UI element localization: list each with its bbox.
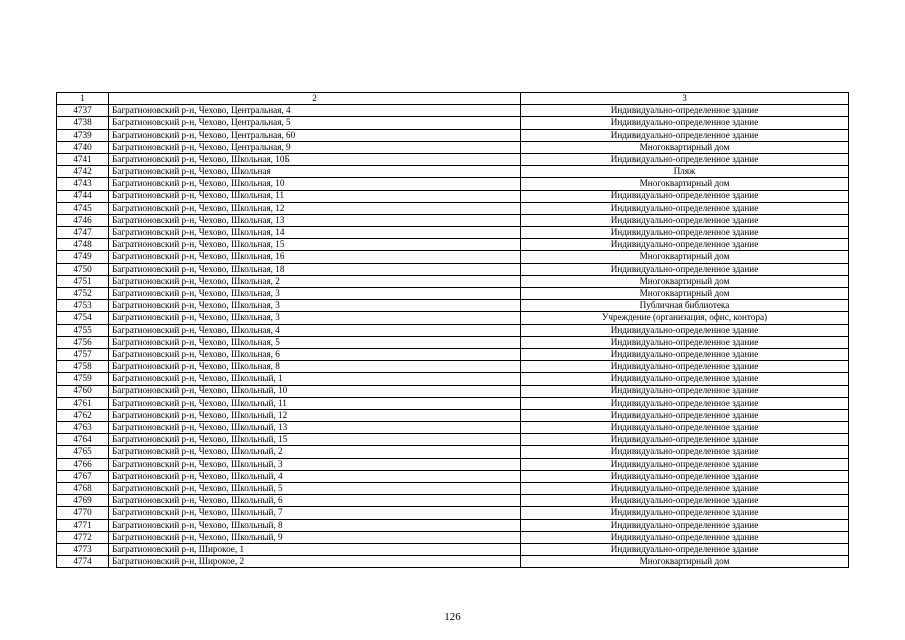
row-object-type: Индивидуально-определенное здание	[521, 153, 849, 165]
row-address: Багратионовский р-н, Широкое, 1	[109, 543, 521, 555]
column-header-address: 2	[109, 93, 521, 105]
row-address: Багратионовский р-н, Чехово, Школьный, 15	[109, 434, 521, 446]
row-object-type: Индивидуально-определенное здание	[521, 483, 849, 495]
row-number: 4746	[57, 214, 109, 226]
row-object-type: Индивидуально-определенное здание	[521, 543, 849, 555]
row-number: 4743	[57, 178, 109, 190]
row-number: 4754	[57, 312, 109, 324]
row-number: 4765	[57, 446, 109, 458]
row-number: 4766	[57, 458, 109, 470]
table-row	[57, 166, 849, 178]
row-object-type: Пляж	[521, 166, 849, 178]
row-address: Багратионовский р-н, Чехово, Школьная, 10	[109, 178, 521, 190]
row-number: 4758	[57, 361, 109, 373]
table-row	[57, 275, 849, 287]
row-address: Багратионовский р-н, Чехово, Центральная, 5	[109, 117, 521, 129]
row-number: 4757	[57, 348, 109, 360]
row-object-type: Индивидуально-определенное здание	[521, 397, 849, 409]
table-row	[57, 385, 849, 397]
row-number: 4739	[57, 129, 109, 141]
row-number: 4740	[57, 141, 109, 153]
row-address: Багратионовский р-н, Чехово, Школьный, 6	[109, 495, 521, 507]
row-number: 4750	[57, 263, 109, 275]
row-number: 4741	[57, 153, 109, 165]
table-header-row	[57, 93, 849, 105]
table-row	[57, 434, 849, 446]
row-object-type: Индивидуально-определенное здание	[521, 117, 849, 129]
row-object-type: Учреждение (организация, офис, контора)	[521, 312, 849, 324]
column-header-object-type: 3	[521, 93, 849, 105]
row-object-type: Индивидуально-определенное здание	[521, 105, 849, 117]
address-table	[56, 92, 849, 568]
row-object-type: Индивидуально-определенное здание	[521, 348, 849, 360]
table-row	[57, 227, 849, 239]
table-row	[57, 324, 849, 336]
row-number: 4760	[57, 385, 109, 397]
table-row	[57, 251, 849, 263]
row-object-type: Многоквартирный дом	[521, 275, 849, 287]
page-number: 126	[444, 611, 461, 623]
row-number: 4738	[57, 117, 109, 129]
row-address: Багратионовский р-н, Чехово, Школьная, 15	[109, 239, 521, 251]
table-row	[57, 336, 849, 348]
row-number: 4748	[57, 239, 109, 251]
row-number: 4774	[57, 556, 109, 568]
row-number: 4768	[57, 483, 109, 495]
row-object-type: Индивидуально-определенное здание	[521, 227, 849, 239]
row-number: 4767	[57, 470, 109, 482]
row-address: Багратионовский р-н, Чехово, Школьная, 3	[109, 288, 521, 300]
row-address: Багратионовский р-н, Чехово, Школьный, 11	[109, 397, 521, 409]
row-address: Багратионовский р-н, Чехово, Школьная, 14	[109, 227, 521, 239]
table-row	[57, 348, 849, 360]
table-row	[57, 288, 849, 300]
table-row	[57, 190, 849, 202]
row-address: Багратионовский р-н, Чехово, Школьный, 10	[109, 385, 521, 397]
row-address: Багратионовский р-н, Чехово, Центральная, 60	[109, 129, 521, 141]
row-number: 4753	[57, 300, 109, 312]
table-row	[57, 214, 849, 226]
table-row	[57, 202, 849, 214]
row-object-type: Многоквартирный дом	[521, 556, 849, 568]
row-object-type: Многоквартирный дом	[521, 288, 849, 300]
row-address: Багратионовский р-н, Чехово, Школьный, 3	[109, 458, 521, 470]
row-object-type: Индивидуально-определенное здание	[521, 373, 849, 385]
row-object-type: Многоквартирный дом	[521, 178, 849, 190]
row-object-type: Многоквартирный дом	[521, 141, 849, 153]
row-number: 4772	[57, 531, 109, 543]
table-row	[57, 397, 849, 409]
row-number: 4755	[57, 324, 109, 336]
table-row	[57, 239, 849, 251]
row-address: Багратионовский р-н, Чехово, Школьный, 4	[109, 470, 521, 482]
row-number: 4759	[57, 373, 109, 385]
column-header-number: 1	[57, 93, 109, 105]
row-number: 4749	[57, 251, 109, 263]
row-object-type: Индивидуально-определенное здание	[521, 385, 849, 397]
table-row	[57, 446, 849, 458]
table-row	[57, 117, 849, 129]
table-row	[57, 300, 849, 312]
row-object-type: Многоквартирный дом	[521, 251, 849, 263]
row-address: Багратионовский р-н, Чехово, Школьный, 9	[109, 531, 521, 543]
row-address: Багратионовский р-н, Чехово, Школьная	[109, 166, 521, 178]
table-row	[57, 361, 849, 373]
row-object-type: Индивидуально-определенное здание	[521, 239, 849, 251]
row-object-type: Публичная библиотека	[521, 300, 849, 312]
row-object-type: Индивидуально-определенное здание	[521, 458, 849, 470]
row-number: 4751	[57, 275, 109, 287]
table-row	[57, 409, 849, 421]
row-address: Багратионовский р-н, Чехово, Школьная, 4	[109, 324, 521, 336]
table-row	[57, 519, 849, 531]
row-address: Багратионовский р-н, Чехово, Школьная, 6	[109, 348, 521, 360]
row-address: Багратионовский р-н, Чехово, Школьная, 11	[109, 190, 521, 202]
row-object-type: Индивидуально-определенное здание	[521, 263, 849, 275]
row-number: 4737	[57, 105, 109, 117]
row-number: 4761	[57, 397, 109, 409]
row-address: Багратионовский р-н, Чехово, Школьная, 2	[109, 275, 521, 287]
row-address: Багратионовский р-н, Чехово, Центральная, 9	[109, 141, 521, 153]
row-number: 4764	[57, 434, 109, 446]
row-address: Багратионовский р-н, Чехово, Школьная, 3	[109, 300, 521, 312]
row-address: Багратионовский р-н, Чехово, Школьная, 5	[109, 336, 521, 348]
table-row	[57, 178, 849, 190]
table-row	[57, 373, 849, 385]
row-object-type: Индивидуально-определенное здание	[521, 214, 849, 226]
row-address: Багратионовский р-н, Чехово, Школьная, 8	[109, 361, 521, 373]
row-object-type: Индивидуально-определенное здание	[521, 507, 849, 519]
row-address: Багратионовский р-н, Чехово, Школьная, 16	[109, 251, 521, 263]
row-address: Багратионовский р-н, Чехово, Школьный, 5	[109, 483, 521, 495]
row-object-type: Индивидуально-определенное здание	[521, 446, 849, 458]
table-row	[57, 312, 849, 324]
table-row	[57, 263, 849, 275]
row-address: Багратионовский р-н, Чехово, Школьный, 2	[109, 446, 521, 458]
row-object-type: Индивидуально-определенное здание	[521, 422, 849, 434]
row-object-type: Индивидуально-определенное здание	[521, 409, 849, 421]
row-object-type: Индивидуально-определенное здание	[521, 129, 849, 141]
row-address: Багратионовский р-н, Чехово, Школьный, 12	[109, 409, 521, 421]
table-row	[57, 105, 849, 117]
row-address: Багратионовский р-н, Чехово, Школьная, 3	[109, 312, 521, 324]
row-object-type: Индивидуально-определенное здание	[521, 519, 849, 531]
row-number: 4773	[57, 543, 109, 555]
row-number: 4747	[57, 227, 109, 239]
row-address: Багратионовский р-н, Чехово, Школьная, 13	[109, 214, 521, 226]
table-row	[57, 483, 849, 495]
row-number: 4763	[57, 422, 109, 434]
row-number: 4769	[57, 495, 109, 507]
row-number: 4770	[57, 507, 109, 519]
row-number: 4762	[57, 409, 109, 421]
table-row	[57, 543, 849, 555]
row-address: Багратионовский р-н, Чехово, Школьный, 7	[109, 507, 521, 519]
table-body	[57, 105, 849, 568]
row-object-type: Индивидуально-определенное здание	[521, 336, 849, 348]
row-object-type: Индивидуально-определенное здание	[521, 190, 849, 202]
row-address: Багратионовский р-н, Чехово, Школьная, 10Б	[109, 153, 521, 165]
table-row	[57, 495, 849, 507]
table-row	[57, 129, 849, 141]
row-object-type: Индивидуально-определенное здание	[521, 324, 849, 336]
row-number: 4745	[57, 202, 109, 214]
row-address: Багратионовский р-н, Чехово, Школьная, 12	[109, 202, 521, 214]
row-object-type: Индивидуально-определенное здание	[521, 434, 849, 446]
row-object-type: Индивидуально-определенное здание	[521, 495, 849, 507]
table-row	[57, 141, 849, 153]
row-address: Багратионовский р-н, Широкое, 2	[109, 556, 521, 568]
table-row	[57, 422, 849, 434]
row-object-type: Индивидуально-определенное здание	[521, 202, 849, 214]
row-address: Багратионовский р-н, Чехово, Школьный, 8	[109, 519, 521, 531]
row-object-type: Индивидуально-определенное здание	[521, 470, 849, 482]
table-row	[57, 153, 849, 165]
row-address: Багратионовский р-н, Чехово, Центральная, 4	[109, 105, 521, 117]
table-row	[57, 556, 849, 568]
table-row	[57, 458, 849, 470]
row-number: 4771	[57, 519, 109, 531]
table-row	[57, 507, 849, 519]
row-object-type: Индивидуально-определенное здание	[521, 531, 849, 543]
row-address: Багратионовский р-н, Чехово, Школьный, 1	[109, 373, 521, 385]
row-address: Багратионовский р-н, Чехово, Школьная, 18	[109, 263, 521, 275]
row-number: 4752	[57, 288, 109, 300]
row-number: 4756	[57, 336, 109, 348]
row-number: 4744	[57, 190, 109, 202]
row-object-type: Индивидуально-определенное здание	[521, 361, 849, 373]
table-row	[57, 531, 849, 543]
row-number: 4742	[57, 166, 109, 178]
table-row	[57, 470, 849, 482]
row-address: Багратионовский р-н, Чехово, Школьный, 13	[109, 422, 521, 434]
